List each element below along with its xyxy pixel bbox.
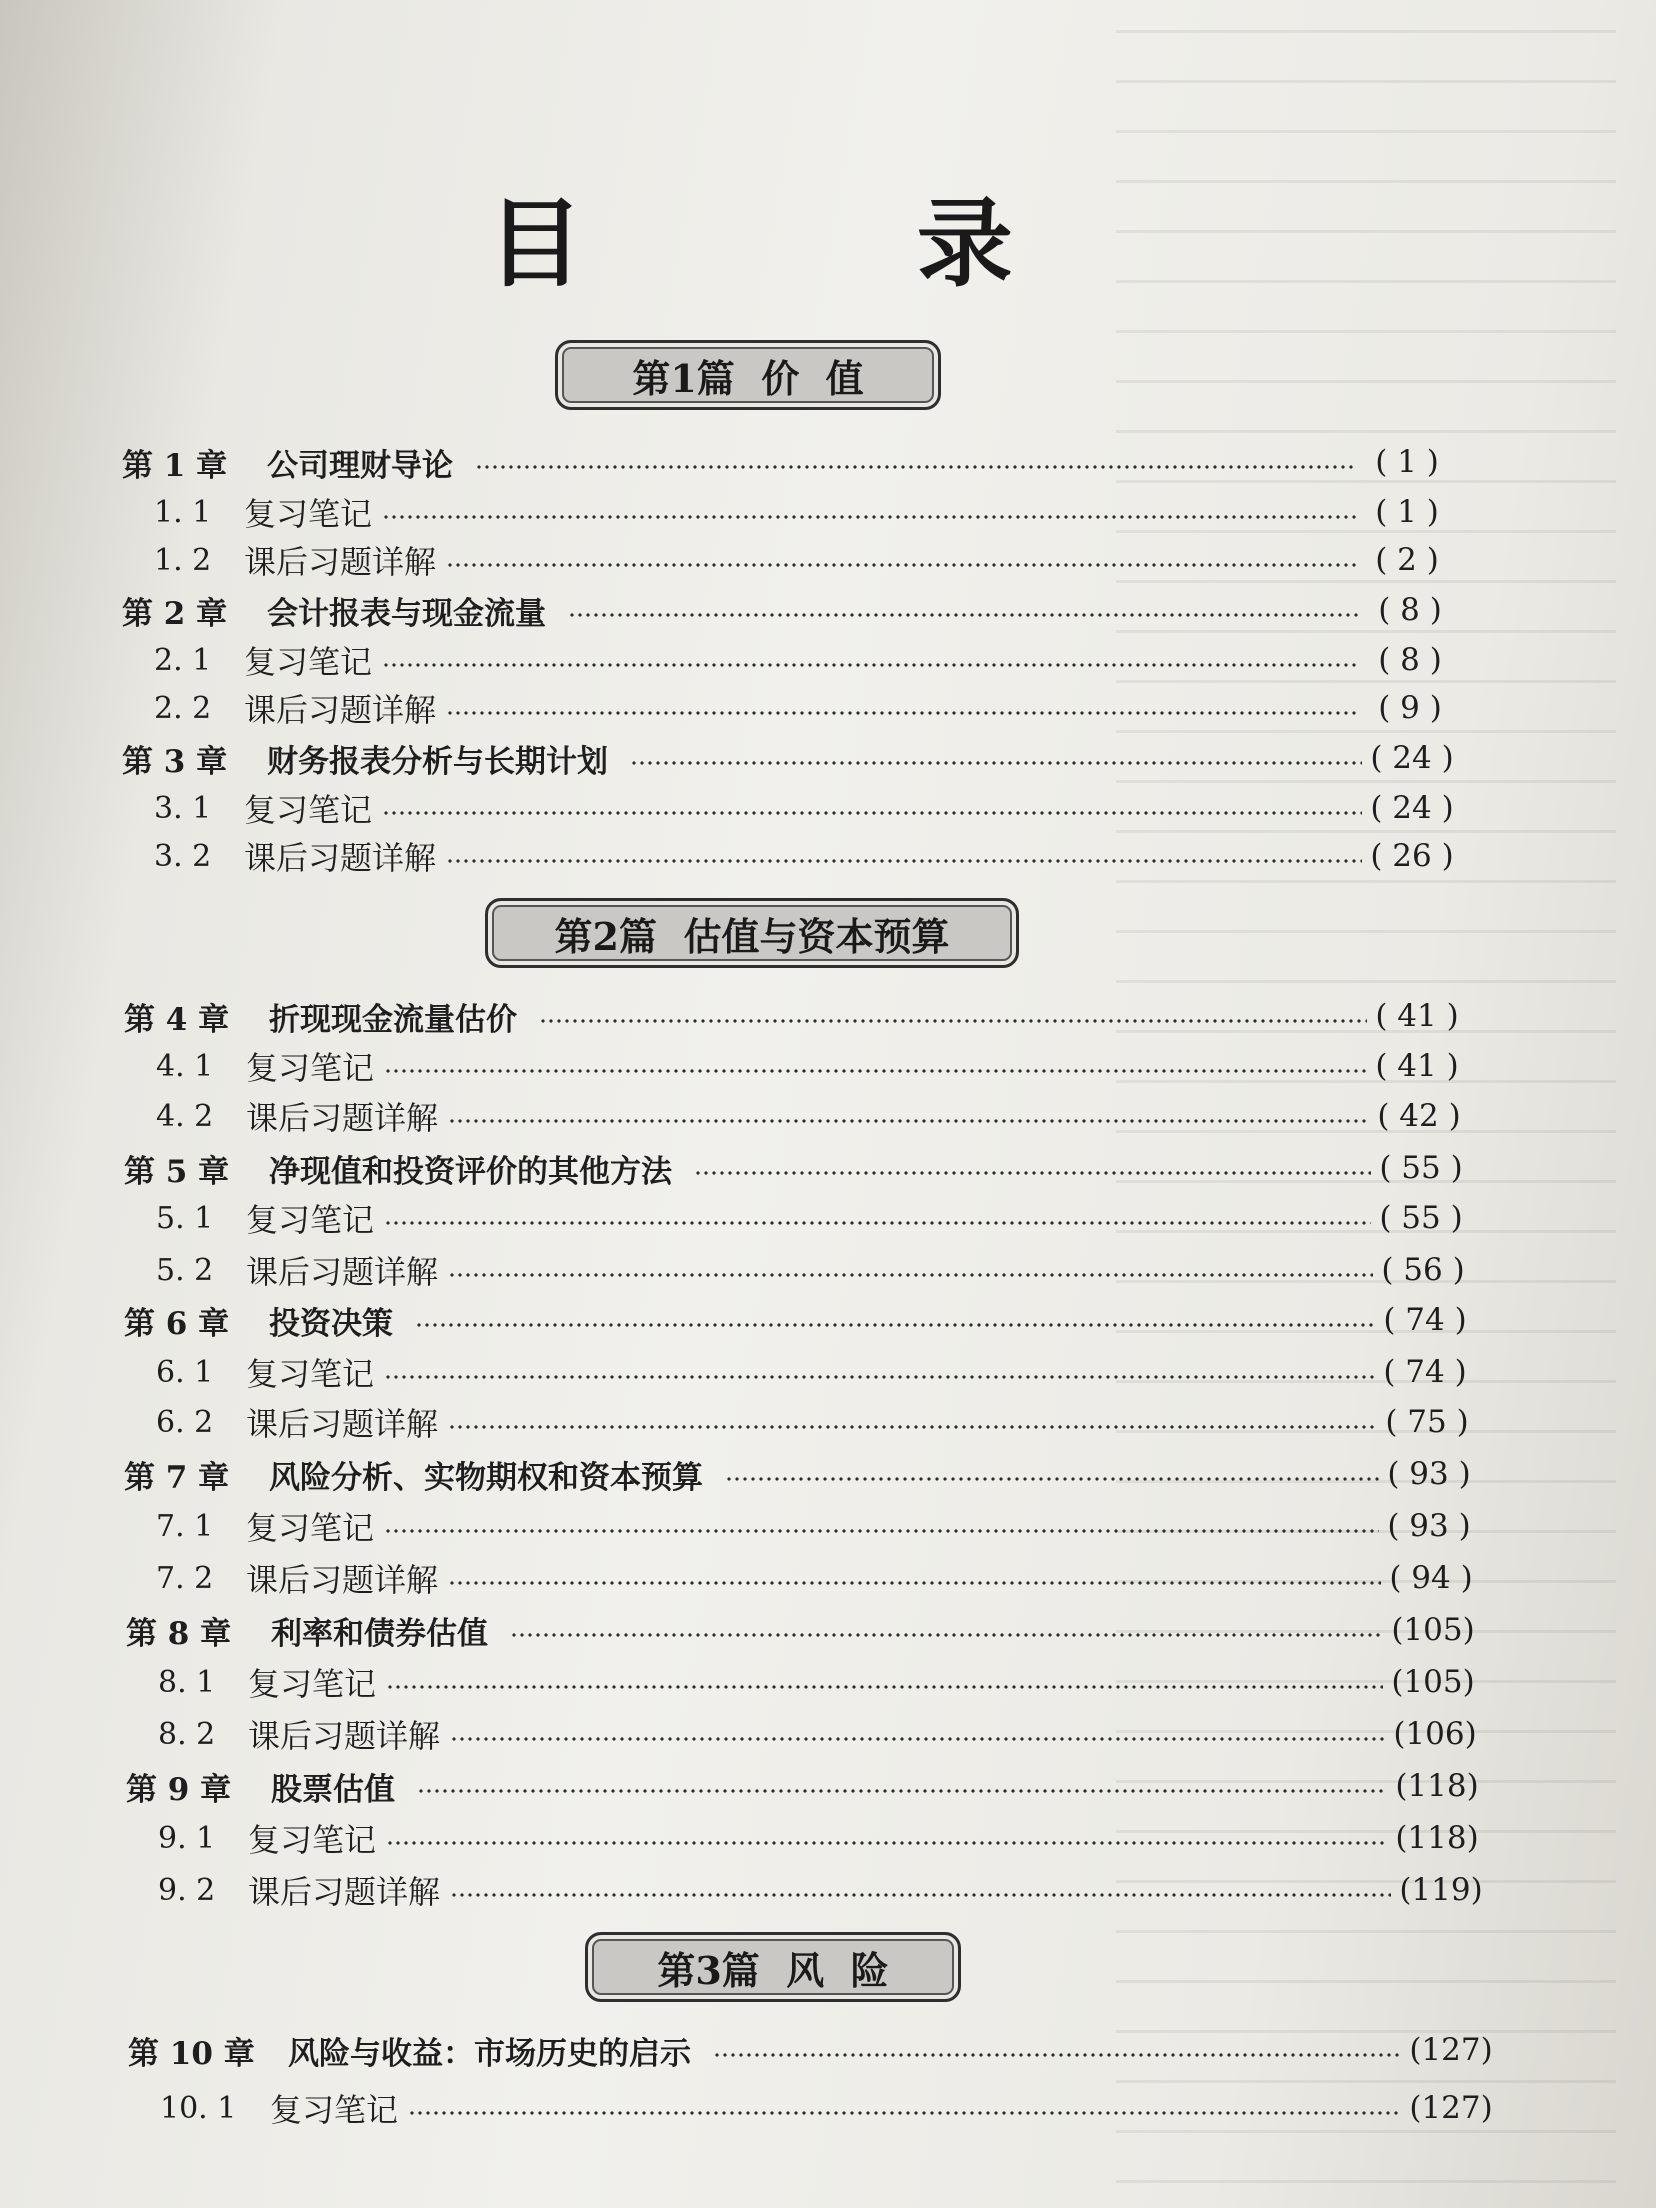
page-number: ( 93 ) xyxy=(1387,1508,1471,1544)
dot-leader xyxy=(382,515,1357,519)
section-number: 8. 1 xyxy=(158,1664,216,1700)
toc-section-4-2[interactable] xyxy=(132,1094,1469,1138)
part-3-banner: 第3篇 风 险 xyxy=(585,1932,961,2002)
section-number: 3. 2 xyxy=(154,838,212,874)
page-number: ( 41 ) xyxy=(1375,1048,1459,1084)
page-number: ( 8 ) xyxy=(1378,592,1442,628)
dot-leader xyxy=(448,1119,1369,1123)
section-number: 2. 1 xyxy=(154,642,212,678)
section-number: 4. 1 xyxy=(156,1048,214,1084)
page-number: (127) xyxy=(1409,2032,1493,2068)
section-title: 复习笔记 xyxy=(248,1821,377,1859)
page-number: (105) xyxy=(1391,1664,1475,1700)
dot-leader xyxy=(475,465,1357,469)
page-number: ( 74 ) xyxy=(1383,1354,1467,1390)
section-number: 9. 2 xyxy=(158,1872,216,1908)
page-number: (119) xyxy=(1399,1872,1483,1908)
dot-leader xyxy=(384,1529,1379,1533)
section-number: 6. 1 xyxy=(156,1354,214,1390)
section-number: 9. 1 xyxy=(158,1820,216,1856)
section-title: 课后习题详解 xyxy=(244,839,437,877)
dot-leader xyxy=(386,1841,1387,1845)
section-number: 5. 1 xyxy=(156,1200,214,1236)
toc-chapter-6[interactable] xyxy=(124,1298,1475,1342)
toc-section-6-2[interactable] xyxy=(132,1400,1477,1444)
page-title: 目 录 xyxy=(487,187,1163,300)
dot-leader xyxy=(539,1019,1367,1023)
toc-section-2-2[interactable] xyxy=(130,686,1460,730)
toc-section-3-2[interactable] xyxy=(130,834,1462,878)
chapter-number: 第 2 章 xyxy=(122,595,228,632)
dot-leader xyxy=(630,761,1362,765)
toc-section-5-2[interactable] xyxy=(132,1248,1473,1292)
chapter-number: 第 9 章 xyxy=(126,1771,232,1808)
page-number: ( 1 ) xyxy=(1375,494,1439,530)
chapter-number: 第 4 章 xyxy=(124,1001,230,1038)
page-number: ( 9 ) xyxy=(1378,690,1442,726)
page-number: ( 24 ) xyxy=(1370,740,1454,776)
toc-chapter-9[interactable] xyxy=(126,1764,1487,1808)
chapter-title: 会计报表与现金流量 xyxy=(267,595,546,632)
toc-section-4-1[interactable] xyxy=(132,1044,1467,1088)
toc-chapter-3[interactable] xyxy=(122,736,1462,780)
section-title: 课后习题详解 xyxy=(248,1717,441,1755)
dot-leader xyxy=(446,859,1362,863)
page-number: ( 2 ) xyxy=(1375,542,1439,578)
dot-leader xyxy=(446,563,1357,567)
toc-chapter-8[interactable] xyxy=(126,1608,1483,1652)
chapter-title: 净现值和投资评价的其他方法 xyxy=(269,1153,672,1190)
dot-leader xyxy=(450,1737,1385,1741)
toc-section-3-1[interactable] xyxy=(130,786,1462,830)
section-title: 课后习题详解 xyxy=(248,1873,441,1911)
toc-section-10-1[interactable] xyxy=(136,2086,1501,2130)
page-number: ( 55 ) xyxy=(1379,1200,1463,1236)
section-title: 课后习题详解 xyxy=(246,1099,439,1137)
section-title: 复习笔记 xyxy=(244,495,373,533)
dot-leader xyxy=(408,2111,1401,2115)
page-number: (105) xyxy=(1391,1612,1475,1648)
section-number: 8. 2 xyxy=(158,1716,216,1752)
chapter-number: 第 3 章 xyxy=(122,743,228,780)
section-number: 1. 2 xyxy=(154,542,212,578)
page-number: ( 75 ) xyxy=(1385,1404,1469,1440)
toc-chapter-4[interactable] xyxy=(124,994,1467,1038)
section-title: 复习笔记 xyxy=(248,1665,377,1703)
page-number: ( 41 ) xyxy=(1375,998,1459,1034)
dot-leader xyxy=(448,1425,1377,1429)
dot-leader xyxy=(382,663,1360,667)
section-title: 课后习题详解 xyxy=(246,1405,439,1443)
section-number: 1. 1 xyxy=(154,494,212,530)
section-title: 复习笔记 xyxy=(244,791,373,829)
chapter-title: 投资决策 xyxy=(269,1305,393,1342)
section-number: 7. 1 xyxy=(156,1508,214,1544)
dot-leader xyxy=(384,1221,1371,1225)
toc-section-1-1[interactable] xyxy=(130,490,1457,534)
toc-chapter-7[interactable] xyxy=(124,1452,1479,1496)
section-number: 10. 1 xyxy=(160,2090,237,2126)
section-title: 课后习题详解 xyxy=(246,1253,439,1291)
dot-leader xyxy=(384,1069,1367,1073)
dot-leader xyxy=(446,711,1360,715)
section-title: 课后习题详解 xyxy=(244,543,437,581)
page-number: ( 24 ) xyxy=(1370,790,1454,826)
chapter-title: 股票估值 xyxy=(271,1771,395,1808)
part-2-banner: 第2篇 估值与资本预算 xyxy=(485,898,1019,968)
section-number: 4. 2 xyxy=(156,1098,214,1134)
page-number: ( 42 ) xyxy=(1377,1098,1461,1134)
chapter-number: 第 5 章 xyxy=(124,1153,230,1190)
dot-leader xyxy=(568,613,1360,617)
section-number: 7. 2 xyxy=(156,1560,214,1596)
page-number: ( 55 ) xyxy=(1379,1150,1463,1186)
toc-section-7-2[interactable] xyxy=(132,1556,1481,1600)
toc-section-7-1[interactable] xyxy=(132,1504,1479,1548)
section-title: 复习笔记 xyxy=(246,1509,375,1547)
toc-section-2-1[interactable] xyxy=(130,638,1460,682)
dot-leader xyxy=(417,1789,1387,1793)
chapter-title: 公司理财导论 xyxy=(267,447,453,484)
dot-leader xyxy=(725,1477,1379,1481)
page-number: (118) xyxy=(1395,1820,1479,1856)
dot-leader xyxy=(448,1581,1381,1585)
dot-leader xyxy=(713,2053,1401,2057)
toc-section-6-1[interactable] xyxy=(132,1350,1475,1394)
chapter-number: 第 6 章 xyxy=(124,1305,230,1342)
page-number: (127) xyxy=(1409,2090,1493,2126)
toc-section-8-2[interactable] xyxy=(134,1712,1485,1756)
dot-leader xyxy=(450,1893,1391,1897)
toc-section-5-1[interactable] xyxy=(132,1196,1471,1240)
dot-leader xyxy=(510,1633,1383,1637)
chapter-number: 第 7 章 xyxy=(124,1459,230,1496)
section-title: 复习笔记 xyxy=(244,643,373,681)
section-title: 课后习题详解 xyxy=(246,1561,439,1599)
part-1-banner: 第1篇 价 值 xyxy=(555,340,941,410)
toc-section-9-1[interactable] xyxy=(134,1816,1487,1860)
chapter-title: 利率和债券估值 xyxy=(271,1615,488,1652)
chapter-title: 风险分析、实物期权和资本预算 xyxy=(269,1459,703,1496)
toc-chapter-10[interactable] xyxy=(128,2028,1501,2072)
toc-chapter-5[interactable] xyxy=(124,1146,1471,1190)
chapter-title: 财务报表分析与长期计划 xyxy=(267,743,608,780)
section-title: 复习笔记 xyxy=(246,1355,375,1393)
dot-leader xyxy=(448,1273,1373,1277)
section-title: 复习笔记 xyxy=(246,1201,375,1239)
section-number: 5. 2 xyxy=(156,1252,214,1288)
section-title: 课后习题详解 xyxy=(244,691,437,729)
toc-section-1-2[interactable] xyxy=(130,538,1457,582)
chapter-title: 折现现金流量估价 xyxy=(269,1001,517,1038)
dot-leader xyxy=(384,1375,1375,1379)
toc-section-8-1[interactable] xyxy=(134,1660,1483,1704)
page-number: ( 94 ) xyxy=(1389,1560,1473,1596)
page-number: ( 93 ) xyxy=(1387,1456,1471,1492)
section-title: 复习笔记 xyxy=(270,2091,399,2129)
page-number: ( 1 ) xyxy=(1375,444,1439,480)
dot-leader xyxy=(382,811,1362,815)
dot-leader xyxy=(386,1685,1383,1689)
page-number: (106) xyxy=(1393,1716,1477,1752)
toc-section-9-2[interactable] xyxy=(134,1868,1491,1912)
chapter-number: 第 10 章 xyxy=(128,2035,255,2072)
page-number: ( 74 ) xyxy=(1383,1302,1467,1338)
chapter-title: 风险与收益：市场历史的启示 xyxy=(288,2035,691,2072)
chapter-number: 第 1 章 xyxy=(122,447,228,484)
dot-leader xyxy=(415,1323,1375,1327)
page-number: ( 8 ) xyxy=(1378,642,1442,678)
page-number: (118) xyxy=(1395,1768,1479,1804)
page-number: ( 56 ) xyxy=(1381,1252,1465,1288)
toc-chapter-2[interactable] xyxy=(122,588,1460,632)
section-title: 复习笔记 xyxy=(246,1049,375,1087)
chapter-number: 第 8 章 xyxy=(126,1615,232,1652)
section-number: 3. 1 xyxy=(154,790,212,826)
section-number: 2. 2 xyxy=(154,690,212,726)
page-number: ( 26 ) xyxy=(1370,838,1454,874)
dot-leader xyxy=(694,1171,1371,1175)
toc-chapter-1[interactable] xyxy=(122,440,1457,484)
section-number: 6. 2 xyxy=(156,1404,214,1440)
